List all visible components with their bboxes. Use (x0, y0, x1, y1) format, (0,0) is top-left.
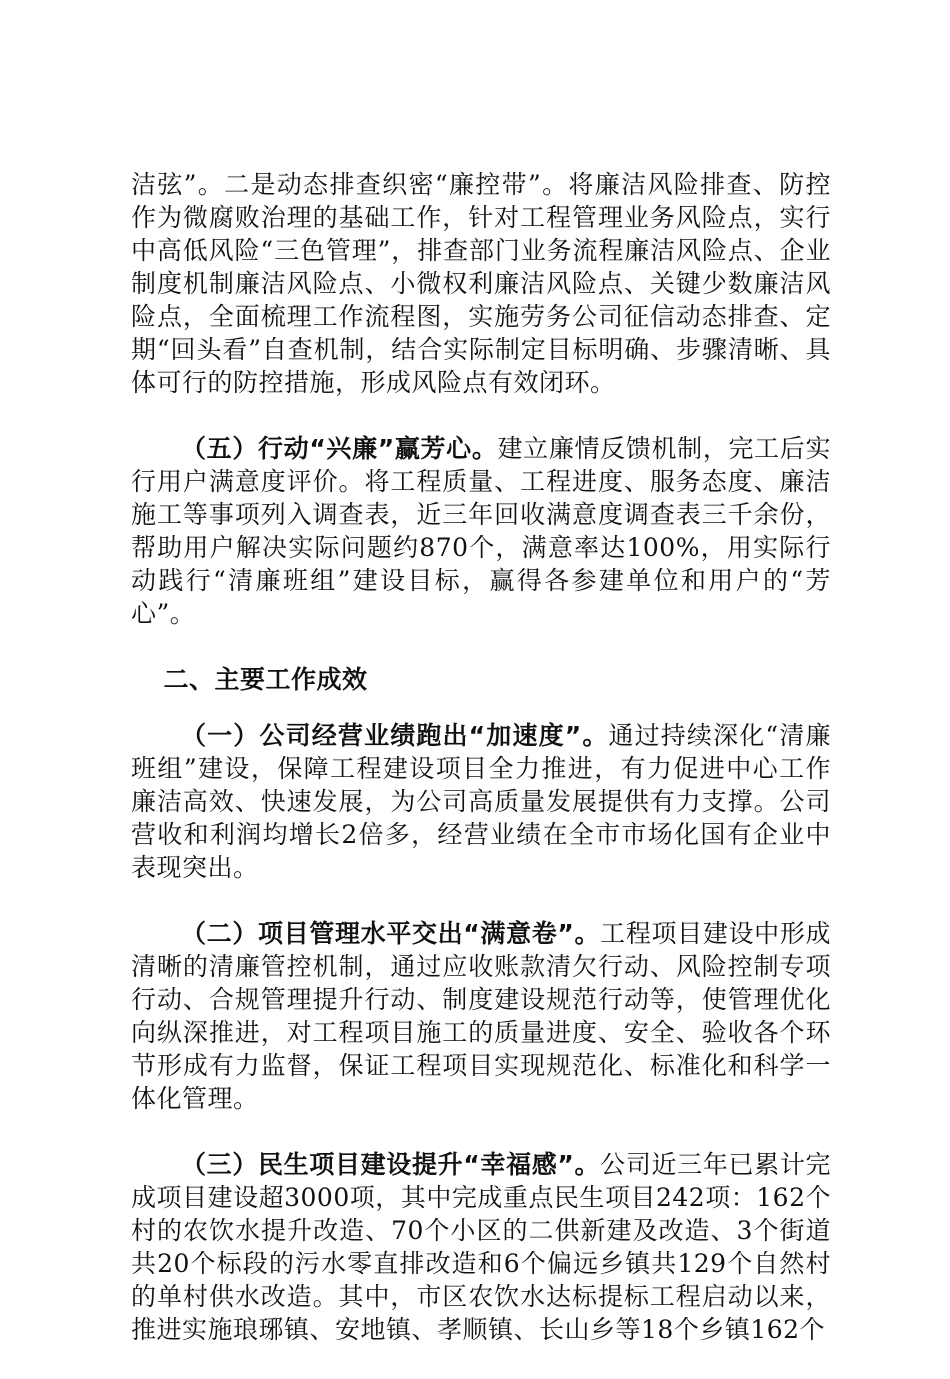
paragraph-result-2 (131, 917, 831, 1115)
paragraph-lead: （二）项目管理水平交出“满意卷”。 (181, 919, 601, 948)
paragraph-result-1 (131, 719, 831, 884)
paragraph-text: 公司近三年已累计完成项目建设超3000项，其中完成重点民生项目242项：162个村的农饮水提升改造、70个小区的二供新建及改造、3个街道共20个标段的污水零直排改造和6个偏远乡镇共129个自然村的单村供水改造。其中，市区农饮水达标提标工程启动以来，推进实施琅琊镇、安地镇、孝顺镇、长山乡等18个乡镇162个 (131, 1150, 831, 1344)
paragraph-text: 洁弦”。二是动态排查织密“廉控带”。将廉洁风险排查、防控作为微腐败治理的基础工作，针对工程管理业务风险点，实行中高低风险“三色管理”，排查部门业务流程廉洁风险点、企业制度机制廉洁风险点、小微权利廉洁风险点、关键少数廉洁风险点，全面梳理工作流程图，实施劳务公司征信动态排查、定期“回头看”自查机制，结合实际制定目标明确、步骤清晰、具体可行的防控措施，形成风险点有效闭环。 (131, 170, 831, 397)
paragraph-section-5 (131, 432, 831, 630)
paragraph-text: 建立廉情反馈机制，完工后实行用户满意度评价。将工程质量、工程进度、服务态度、廉洁施工等事项列入调查表，近三年回收满意度调查表三千余份，帮助用户解决实际问题约870个，满意率达100%，用实际行动践行“清廉班组”建设目标，赢得各参建单位和用户的“芳心”。 (131, 434, 831, 628)
paragraph-lead: （一）公司经营业绩跑出“加速度”。 (181, 721, 609, 750)
document-page (131, 168, 831, 1379)
section-heading: 二、主要工作成效 (163, 665, 368, 694)
paragraph-lead: （三）民生项目建设提升“幸福感”。 (181, 1150, 601, 1179)
paragraph-result-3 (131, 1148, 831, 1346)
paragraph-continuation (131, 168, 831, 399)
paragraph-text: 工程项目建设中形成清晰的清廉管控机制，通过应收账款清欠行动、风险控制专项行动、合规管理提升行动、制度建设规范行动等，使管理优化向纵深推进，对工程项目施工的质量进度、安全、验收各个环节形成有力监督，保证工程项目实现规范化、标准化和科学一体化管理。 (131, 919, 831, 1113)
paragraph-lead: （五）行动“兴廉”赢芳心。 (181, 434, 498, 463)
paragraph-text: 通过持续深化“清廉班组”建设，保障工程建设项目全力推进，有力促进中心工作廉洁高效、快速发展，为公司高质量发展提供有力支撑。公司营收和利润均增长2倍多，经营业绩在全市市场化国有企业中表现突出。 (131, 721, 831, 882)
